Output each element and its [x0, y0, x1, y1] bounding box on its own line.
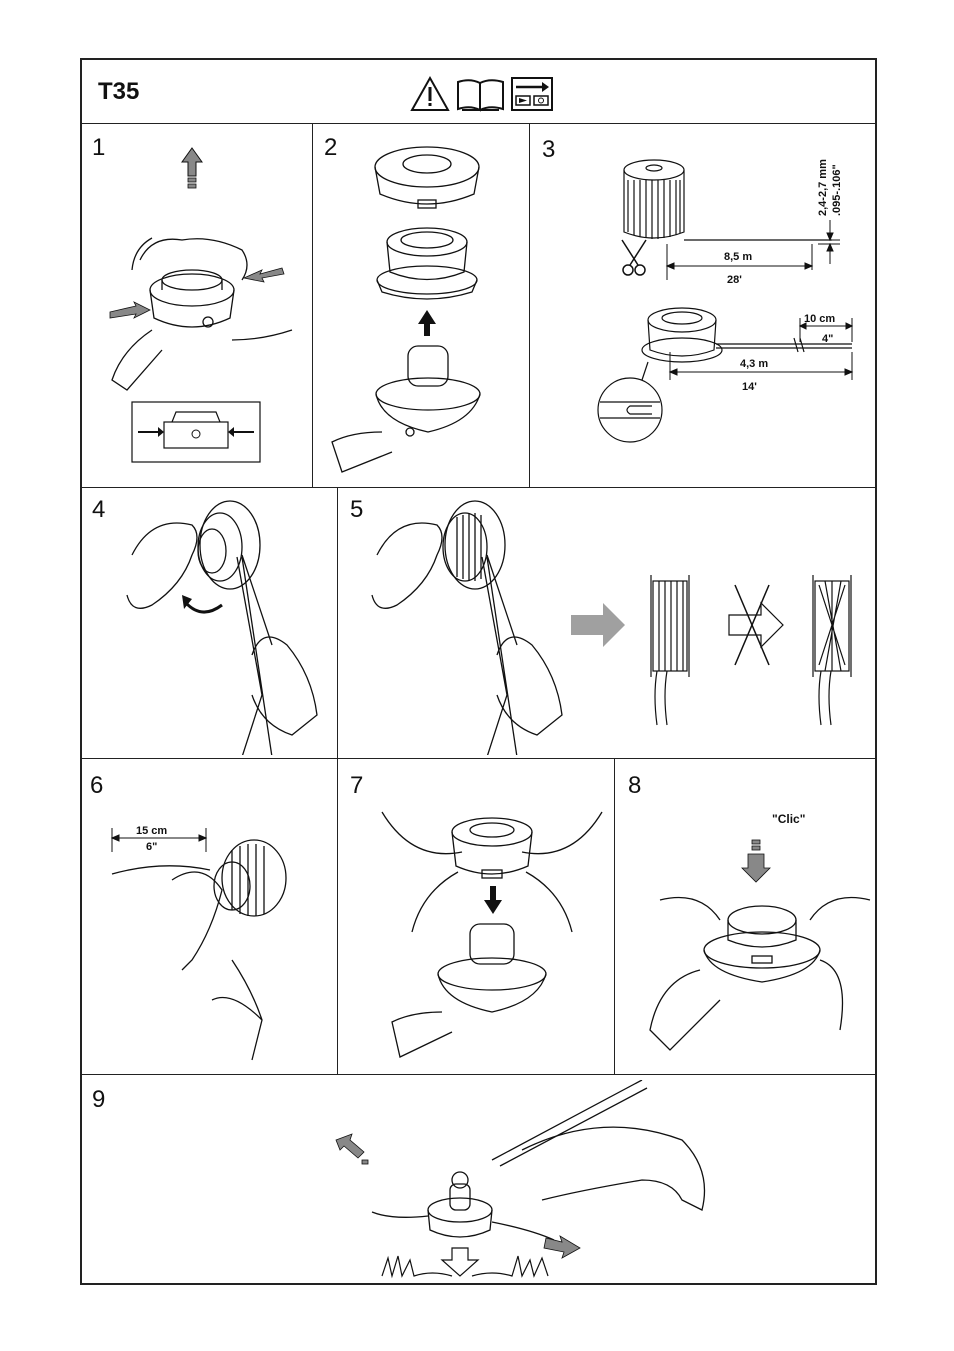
diameter-mm-label: 2,4-2,7 mm — [817, 159, 829, 216]
step-number-9: 9 — [92, 1086, 106, 1113]
half-length-m-label: 4,3 m — [740, 358, 769, 370]
page-title: T35 — [98, 78, 140, 105]
step-5-illustration — [357, 495, 872, 755]
clic-sound-label: "Clic" — [772, 812, 806, 826]
diameter-in-label: .095-.106" — [831, 164, 843, 216]
line-reel-illustration — [624, 160, 832, 240]
step-3-illustration — [582, 140, 872, 475]
line-length-cm-label: 15 cm — [136, 825, 168, 837]
trimmer-base-illustration — [332, 346, 480, 472]
winding-hands-illustration — [127, 501, 317, 755]
rotate-arrow-icon — [182, 595, 222, 612]
wrong-arrow-icon — [729, 585, 783, 665]
step-6-illustration — [102, 820, 332, 1070]
step-number-7: 7 — [350, 772, 364, 799]
correct-arrow-icon — [571, 603, 625, 647]
detail-magnifier — [598, 362, 662, 442]
scissors-icon — [622, 240, 646, 275]
spool-hands-illustration — [112, 840, 286, 1060]
uneven-winding-illustration — [813, 575, 851, 725]
half-length-ft-label: 14' — [742, 381, 757, 393]
trimmer-in-use-illustration — [372, 1080, 705, 1240]
step-number-6: 6 — [90, 772, 104, 799]
spool-assembly-illustration — [382, 812, 602, 932]
step-7-illustration — [372, 782, 612, 1072]
squeeze-arrow-left-icon — [110, 302, 150, 318]
step-number-5: 5 — [350, 496, 364, 523]
up-arrow-icon — [182, 148, 202, 188]
step-9-illustration — [322, 1080, 742, 1280]
warning-triangle-icon — [412, 78, 448, 110]
arrow-reference-icon — [512, 78, 552, 110]
step-1-illustration — [92, 140, 307, 470]
step-8-illustration — [640, 830, 872, 1070]
step-number-4: 4 — [92, 496, 106, 523]
diameter-dimension — [818, 220, 840, 264]
down-arrow-icon — [742, 840, 770, 882]
step-4-illustration — [112, 495, 332, 755]
press-cover-illustration — [650, 898, 870, 1051]
header-icons — [408, 74, 558, 114]
open-book-icon — [458, 80, 503, 110]
squeeze-arrow-right-icon — [244, 268, 284, 282]
debris-arrow-right-icon — [544, 1236, 580, 1258]
winding-hands-illustration — [372, 501, 562, 755]
instruction-sheet — [80, 58, 877, 1285]
step-number-2: 2 — [324, 134, 338, 161]
line-length-in-label: 6" — [146, 841, 158, 853]
offset-in-label: 4" — [822, 333, 834, 345]
step-number-1: 1 — [92, 134, 106, 161]
up-arrow-icon — [418, 310, 436, 336]
down-arrow-icon — [484, 886, 502, 914]
detail-inset — [132, 402, 260, 462]
spool-illustration — [377, 228, 477, 299]
step-number-3: 3 — [542, 136, 556, 163]
step-number-8: 8 — [628, 772, 642, 799]
trimmer-base-illustration — [392, 924, 546, 1057]
spool-cover-illustration — [375, 147, 479, 208]
length-m-label: 8,5 m — [724, 251, 753, 263]
even-winding-illustration — [651, 575, 689, 725]
debris-arrow-left-icon — [336, 1134, 368, 1164]
offset-cm-label: 10 cm — [804, 313, 836, 325]
length-ft-label: 28' — [727, 274, 742, 286]
step-2-illustration — [322, 132, 522, 477]
down-outline-arrow-icon — [442, 1248, 478, 1276]
